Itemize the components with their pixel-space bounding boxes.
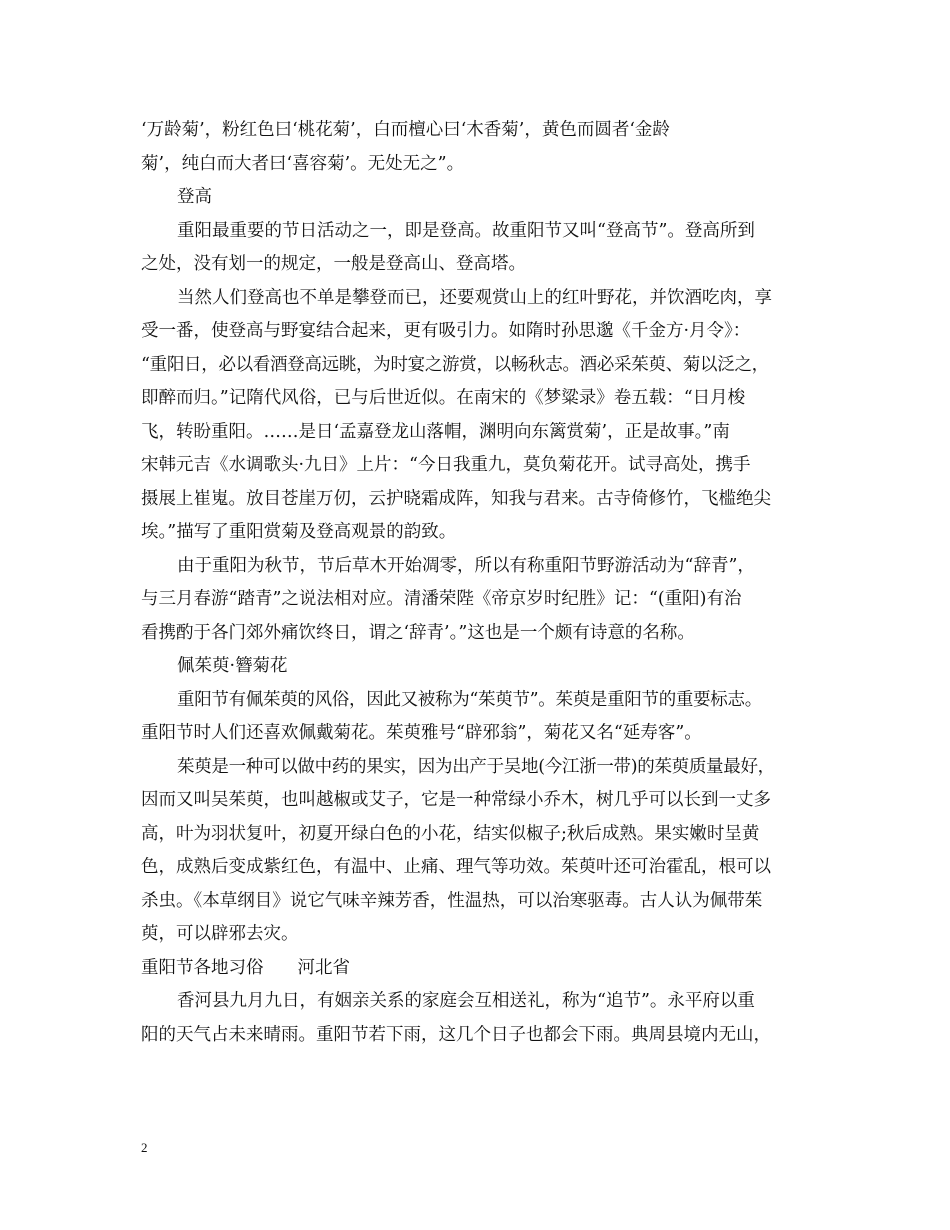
text-line: 阳的天气占未来晴雨。重阳节若下雨，这几个日子也都会下雨。典周县境内无山， <box>141 1024 771 1045</box>
text-line: 当然人们登高也不单是攀登而已，还要观赏山上的红叶野花，并饮酒吃肉，享 <box>177 287 772 308</box>
section-title: 重阳节各地习俗 <box>141 957 264 978</box>
text-line: 埃。”描写了重阳赏菊及登高观景的韵致。 <box>141 522 457 542</box>
text-line: 即醉而归。”记隋代风俗，已与后世近似。在南宋的《梦粱录》卷五载：“日月梭 <box>141 388 746 408</box>
text-line: 飞，转盼重阳。……是日‘孟嘉登龙山落帽，渊明向东篱赏菊’，正是故事。”南 <box>141 421 730 442</box>
text-line: 受一番，使登高与野宴结合起来，更有吸引力。如隋时孙思邈《千金方·月令》： <box>141 321 751 341</box>
text-line: “重阳日，必以看酒登高远眺，为时宴之游赏，以畅秋志。酒必采茱萸、菊以泛之， <box>141 354 769 375</box>
section-heading-customs <box>141 952 821 986</box>
text-line: 茱萸是一种可以做中药的果实，因为出产于吴地(今江浙一带)的茱萸质量最好， <box>177 756 775 777</box>
text-line: 宋韩元吉《水调歌头·九日》上片：“今日我重九，莫负菊花开。试寻高处，携手 <box>141 455 751 475</box>
text-line: 杀虫。《本草纲目》说它气味辛辣芳香，性温热，可以治寒驱毒。古人认为佩带茱 <box>141 890 763 911</box>
section-heading-zhuyu: 佩茱萸·簪菊花 <box>177 656 288 676</box>
section-heading-denggao: 登高 <box>177 187 212 207</box>
text-line: 之处，没有划一的规定，一般是登高山、登高塔。 <box>141 254 526 274</box>
document-body <box>141 114 821 1052</box>
text-line: 重阳最重要的节日活动之一，即是登高。故重阳节又叫“登高节”。登高所到 <box>177 220 755 241</box>
text-line: 色，成熟后变成紫红色，有温中、止痛、理气等功效。茱萸叶还可治霍乱，根可以 <box>141 857 771 877</box>
text-line: 摄展上崔嵬。放目苍崖万仞，云护晓霜成阵，知我与君来。古寺倚修竹，飞槛绝尖 <box>141 488 771 509</box>
page-number: 2 <box>141 1140 148 1155</box>
text-line: 由于重阳为秋节，节后草木开始凋零，所以有称重阳节野游活动为“辞青”， <box>177 555 755 576</box>
text-line: 看携酌于各门郊外痛饮终日，谓之‘辞青’。”这也是一个颇有诗意的名称。 <box>141 622 695 643</box>
text-line: 重阳节有佩茱萸的风俗，因此又被称为“茱萸节”。茱萸是重阳节的重要标志。 <box>177 689 762 710</box>
text-line: 香河县九月九日，有姻亲关系的家庭会互相送礼，称为“追节”。永平府以重 <box>177 991 755 1011</box>
text-line: 与三月春游“踏青”之说法相对应。清潘荣陛《帝京岁时纪胜》记：“(重阳)有治 <box>141 589 742 609</box>
section-subtitle: 河北省 <box>297 957 350 978</box>
text-line: 萸，可以辟邪去灾。 <box>141 924 299 944</box>
text-line: 因而又叫吴茱萸，也叫越椒或艾子，它是一种常绿小乔木，树几乎可以长到一丈多 <box>141 790 771 810</box>
text-line: 重阳节时人们还喜欢佩戴菊花。茱萸雅号“辟邪翁”，菊花又名“延寿客”。 <box>141 723 702 743</box>
text-line: ‘万龄菊’，粉红色曰‘桃花菊’，白而檀心曰‘木香菊’，黄色而圆者‘金龄 <box>141 120 670 140</box>
text-line: 高，叶为羽状复叶，初夏开绿白色的小花，结实似椒子;秋后成熟。果实嫩时呈黄 <box>141 823 760 844</box>
text-line: 菊’，纯白而大者曰‘喜容菊’。无处无之”。 <box>141 153 465 174</box>
